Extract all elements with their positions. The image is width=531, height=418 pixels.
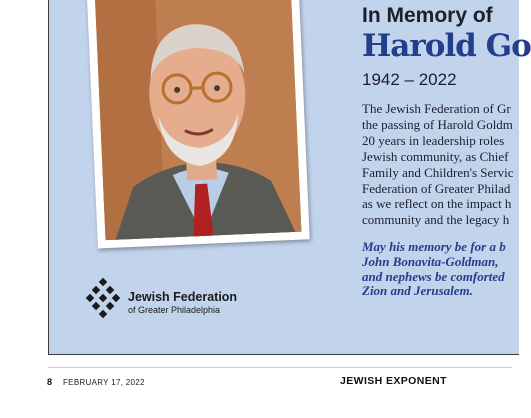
footer-divider — [48, 367, 512, 368]
page-number: 8 — [47, 377, 53, 387]
memorial-body — [362, 101, 513, 228]
body-line: Federation of Greater Philad — [362, 180, 511, 196]
memorial-quote — [362, 240, 506, 299]
quote-line: May his memory be for a b — [362, 239, 506, 254]
body-line: as we reflect on the impact h — [362, 196, 512, 212]
memorial-heading: In Memory of — [362, 4, 493, 27]
publication-name: JEWISH EXPONENT — [340, 375, 447, 387]
quote-line: and nephews be comforted — [362, 268, 505, 284]
organization-subtitle: of Greater Philadelphia — [128, 305, 221, 315]
body-line: Jewish community, as Chief — [362, 148, 509, 164]
quote-line: John Bonavita-Goldman, — [362, 253, 499, 269]
portrait-photo — [95, 0, 302, 240]
body-line: Family and Children's Servic — [362, 164, 514, 180]
quote-line: Zion and Jerusalem. — [362, 283, 473, 299]
honoree-name: Harold Go — [362, 28, 531, 64]
body-line: community and the legacy h — [362, 212, 510, 228]
portrait-illustration — [95, 0, 302, 240]
honoree-years: 1942 – 2022 — [362, 70, 457, 89]
issue-date: FEBRUARY 17, 2022 — [63, 378, 145, 387]
portrait-frame — [86, 0, 309, 248]
body-line: 20 years in leadership roles — [362, 132, 505, 148]
organization-name: Jewish Federation — [128, 290, 238, 304]
star-of-david-lattice-icon — [87, 279, 119, 321]
body-line: The Jewish Federation of Gr — [362, 101, 511, 116]
body-line: the passing of Harold Goldm — [362, 116, 513, 132]
